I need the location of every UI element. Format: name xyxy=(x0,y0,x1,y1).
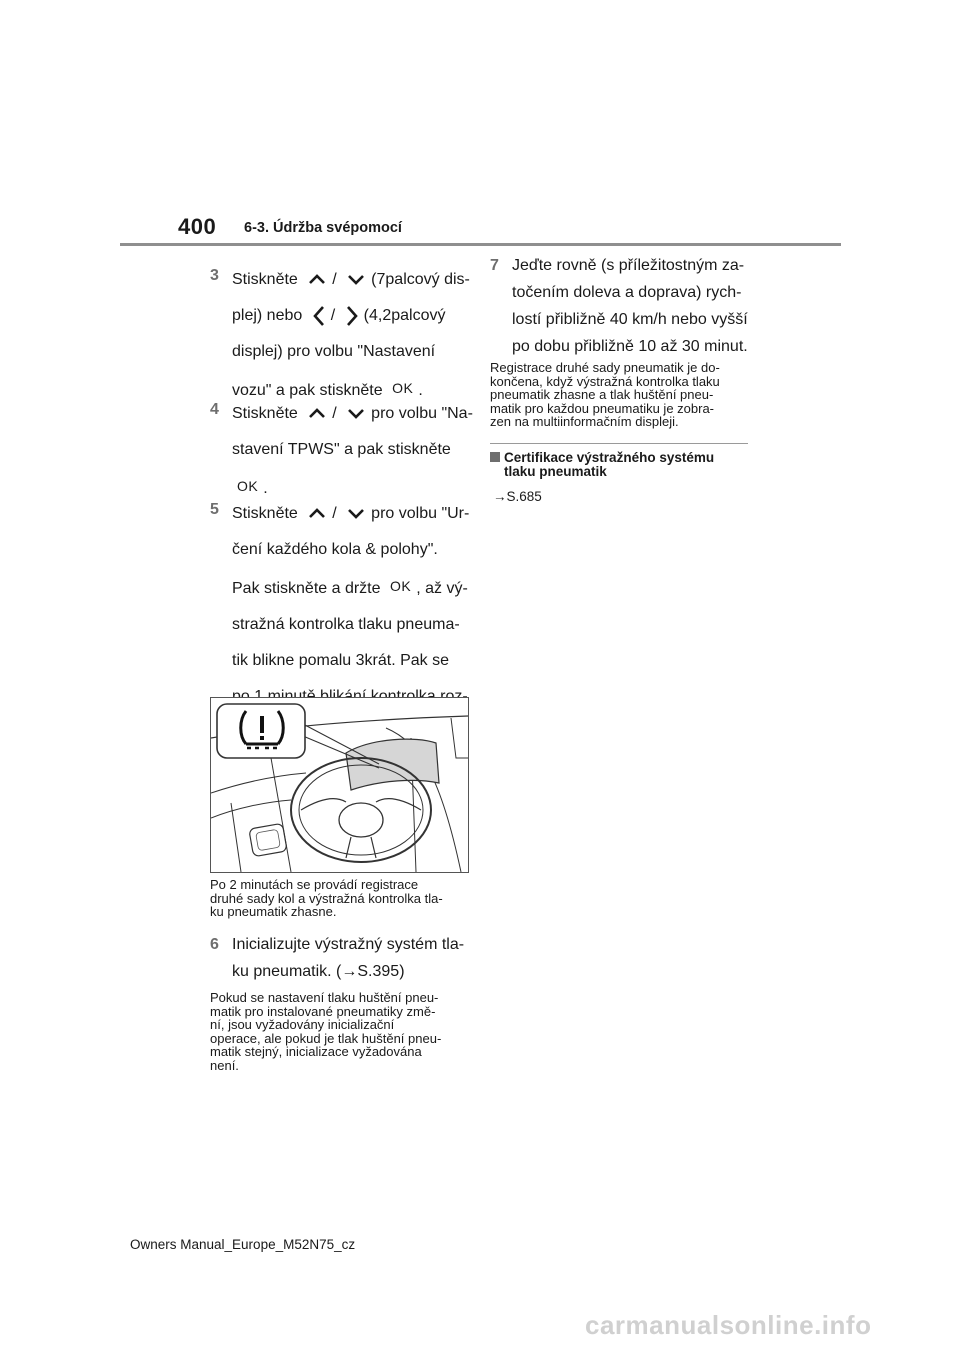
text: pro volbu "Na- xyxy=(371,405,473,422)
header-rule xyxy=(120,243,841,246)
step-6-line-1: Inicializujte výstražný systém tla- xyxy=(232,936,465,953)
text: (4,2palcový xyxy=(363,307,446,324)
footer-manual-id: Owners Manual_Europe_M52N75_cz xyxy=(130,1237,356,1252)
text: plej) nebo xyxy=(232,307,303,324)
chevron-right-icon xyxy=(346,305,358,327)
certification-page-reference[interactable]: →S.685 xyxy=(493,489,542,504)
step-number: 5 xyxy=(210,501,219,518)
text: Stiskněte xyxy=(232,505,298,522)
step-3-line-3: displej) pro volbu "Nastavení xyxy=(232,343,436,360)
step-3-line-1 xyxy=(232,262,470,298)
step-7-line-4: po dobu přibližně 10 až 30 minut. xyxy=(512,338,748,355)
tire-pressure-warning-icon xyxy=(237,708,287,752)
step-number: 7 xyxy=(490,257,499,274)
chevron-left-icon xyxy=(313,305,325,327)
text: pro volbu "Ur- xyxy=(371,505,470,522)
separator: / xyxy=(330,307,336,324)
step-3-line-2 xyxy=(232,298,470,334)
step-7 xyxy=(490,252,748,360)
note-line-2: matik pro instalované pneumatiky změ- xyxy=(210,1003,436,1019)
step-4-line-2: stavení TPWS" a pak stiskněte xyxy=(232,441,451,458)
text: , až vý- xyxy=(416,580,468,597)
separator: / xyxy=(332,405,337,422)
section-divider xyxy=(490,443,748,444)
text: (7palcový dis- xyxy=(371,271,470,288)
heading-square-icon xyxy=(490,452,500,462)
note-line-4: operace, ale pokud je tlak huštění pneu- xyxy=(210,1030,442,1046)
page-number: 400 xyxy=(178,214,217,239)
certification-title-line-1 xyxy=(490,451,714,465)
figure-caption xyxy=(210,878,443,919)
note-line-6: není. xyxy=(210,1057,239,1073)
text: . xyxy=(418,382,423,399)
step-5-line-2: čení každého kola & polohy". xyxy=(232,541,438,558)
ok-key-label: OK xyxy=(237,478,259,494)
note-line-4: matik pro každou pneumatiku je zobra- xyxy=(490,400,715,416)
note-line-2: končena, když výstražná kontrolka tlaku xyxy=(490,373,720,389)
step-7-line-3: lostí přibližně 40 km/h nebo vyšší xyxy=(512,311,748,328)
watermark: carmanualsonline.info xyxy=(585,1310,872,1340)
step-4 xyxy=(210,396,473,507)
caption-line-2: druhé sady kol a výstražná kontrolka tla- xyxy=(210,890,443,906)
text: Pak stiskněte a držte xyxy=(232,580,381,597)
step-5-line-1 xyxy=(232,496,469,532)
step-5-line-3 xyxy=(232,568,469,607)
text: . xyxy=(263,480,268,497)
note-step-7 xyxy=(490,361,720,429)
note-line-5: zen na multiinformačním displeji. xyxy=(490,414,679,429)
chevron-down-icon xyxy=(347,408,365,419)
text: Stiskněte xyxy=(232,271,298,288)
step-5-line-4: stražná kontrolka tlaku pneuma- xyxy=(232,616,460,633)
caption-line-3: ku pneumatik zhasne. xyxy=(210,904,337,919)
text: vozu" a pak stiskněte xyxy=(232,382,383,399)
chevron-down-icon xyxy=(347,274,365,285)
text: Stiskněte xyxy=(232,405,298,422)
separator: / xyxy=(332,271,337,288)
step-number: 6 xyxy=(210,936,219,953)
note-line-1: Registrace druhé sady pneumatik je do- xyxy=(490,360,720,375)
ok-key-label: OK xyxy=(389,578,412,594)
step-7-line-1: Jeďte rovně (s příležitostným za- xyxy=(512,257,745,274)
note-line-3: pneumatik zhasne a tlak huštění pneu- xyxy=(490,387,714,402)
note-line-5: matik stejný, inicializace vyžadována xyxy=(210,1044,422,1059)
step-4-line-1 xyxy=(232,396,473,432)
ok-key-label: OK xyxy=(392,380,414,396)
certification-heading xyxy=(490,451,714,479)
note-step-6 xyxy=(210,991,441,1072)
text: Certifikace výstražného systému xyxy=(504,450,715,465)
dashboard-illustration xyxy=(210,697,469,873)
chevron-up-icon xyxy=(308,274,326,285)
chevron-up-icon xyxy=(308,408,326,419)
step-6 xyxy=(210,931,464,985)
chevron-down-icon xyxy=(347,508,365,519)
certification-title-line-2: tlaku pneumatik xyxy=(504,464,607,479)
step-6-line-2: ku pneumatik. (→S.395) xyxy=(232,963,405,980)
chevron-up-icon xyxy=(308,508,326,519)
separator: / xyxy=(332,505,337,522)
step-5-line-5: tik blikne pomalu 3krát. Pak se xyxy=(232,652,449,669)
caption-line-1: Po 2 minutách se provádí registrace xyxy=(210,877,419,892)
step-number: 4 xyxy=(210,401,219,418)
step-7-line-2: točením doleva a doprava) rych- xyxy=(512,284,742,301)
step-number: 3 xyxy=(210,267,219,284)
note-line-1: Pokud se nastavení tlaku huštění pneu- xyxy=(210,990,439,1005)
section-title: 6-3. Údržba svépomocí xyxy=(244,220,402,236)
step-3 xyxy=(210,262,470,409)
note-line-3: ní, jsou vyžadovány inicializační xyxy=(210,1017,395,1032)
